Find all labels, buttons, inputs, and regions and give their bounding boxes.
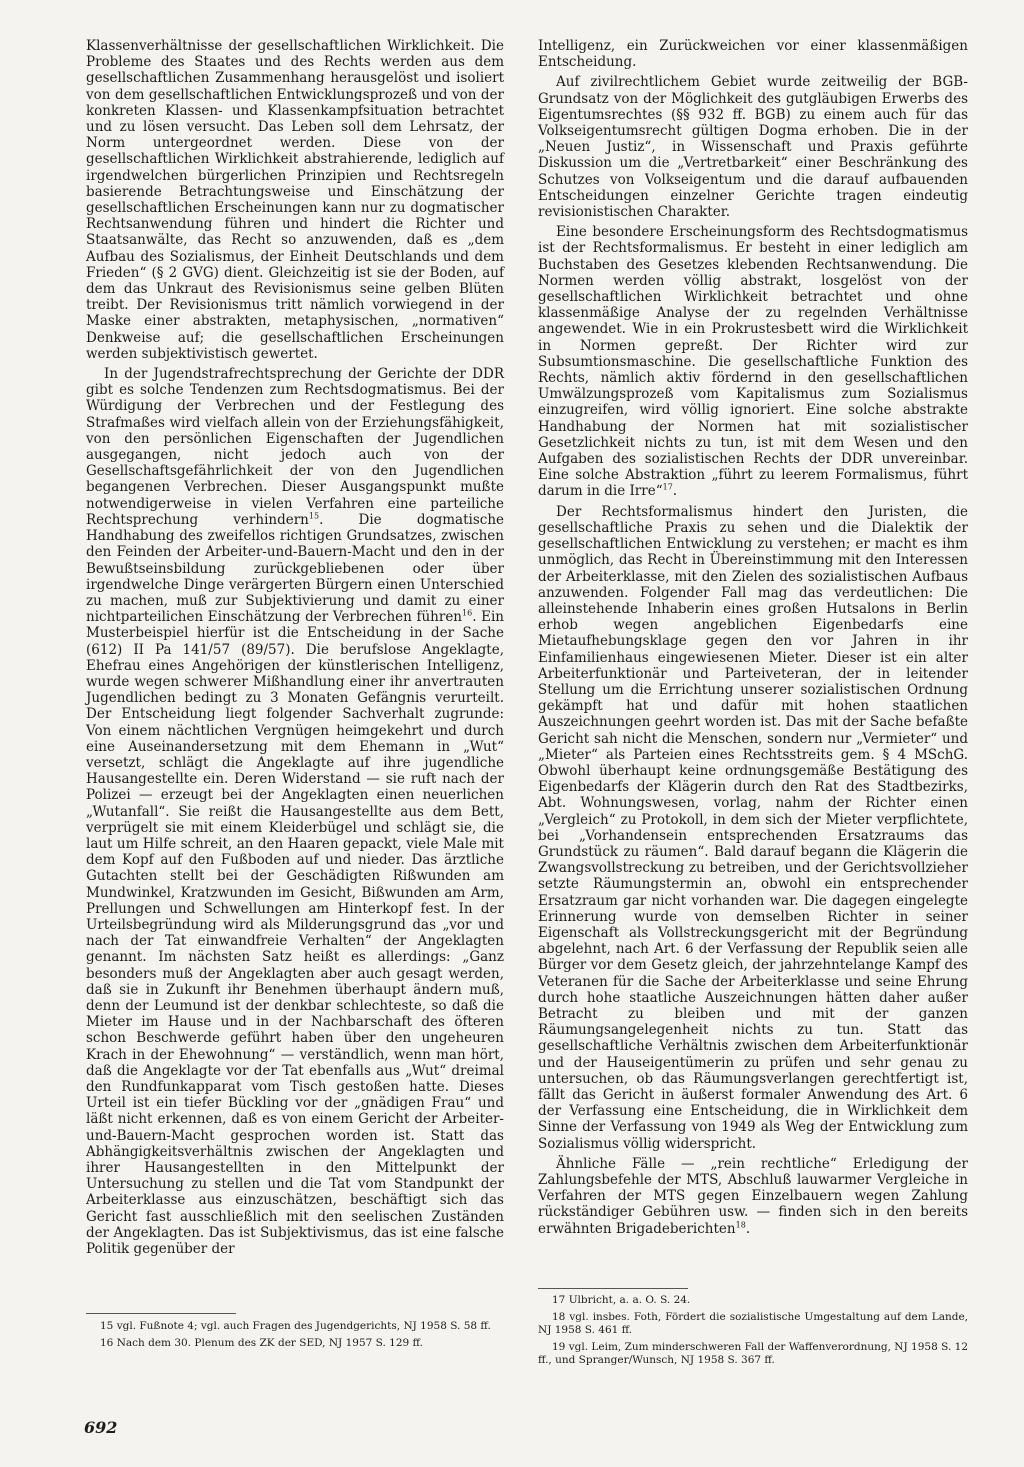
- paragraph: Der Rechtsformalismus hindert den Juristen, die gesellschaftliche Praxis zu sehen und die Dialektik der gesellschaftlichen Entwicklung zu verstehen; er macht es ihm unmöglich, das Recht in Übereinstimmung mit den Interessen der Arbeiterklasse, mit den Zielen des sozialistischen Aufbaus anzuwenden. Folgender Fall mag das verdeutlichen: Die alleinstehende Inhaberin eines großen Hutsalons in Berlin erhob wegen angeblichen Eigenbedarfs eine Mietaufhebungsklage gegen den vor Jahren in ihr Einfamilienhaus eingewiesenen Mieter. Dieser ist ein alter Arbeiterfunktionär und Parteiveteran, der in leitender Stellung um die Errichtung unserer sozialistischen Ordnung gekämpft hat und dafür mit hohen staatlichen Auszeichnungen geehrt worden ist. Das mit der Sache befaßte Gericht sah nicht die Menschen, sondern nur „Vermieter“ und „Mieter“ als Parteien eines Rechtsstreits gem. § 4 MSchG. Obwohl überhaupt keine ordnungsgemäße Bestätigung des Eigenbedarfs der Klägerin durch den Rat des Stadtbezirks, Abt. Wohnungswesen, vorlag, nahm der Richter einen „Vergleich“ zu Protokoll, in dem sich der Mieter verpflichtete, bei „Vorhandensein entsprechenden Ersatzraums das Grundstück zu räumen“. Bald darauf begann die Klägerin die Zwangsvollstreckung zu betreiben, und der Gerichtsvollzieher setzte Räumungstermin an, obwohl ein entsprechender Ersatzraum gar nicht vorhanden war. Die dagegen eingelegte Erinnerung wurde von demselben Richter in seiner Eigenschaft als Vollstreckungsgericht mit der Begründung abgelehnt, nach Art. 6 der Verfassung der Republik seien alle Bürger vor dem Gesetz gleich, der jahrzehntelange Kampf des Veteranen für die Sache der Arbeiterklasse und seine Ehrung durch hohe staatliche Auszeichnungen hätten daher außer Betracht zu bleiben und mit der ganzen Räumungsangelegenheit nichts zu tun. Statt das gesellschaftliche Verhältnis zwischen dem Arbeiterfunktionär und der Hauseigentümerin zu prüfen und sehr genau zu untersuchen, ob das Räumungsverlangen gerechtfertigt ist, fällt das Gericht in äußerst formaler Anwendung des Art. 6 der Verfassung eine Entscheidung, die in Wirklichkeit dem Sinne der Verfassung von 1949 als Weg der Entwicklung zum Sozialismus völlig widerspricht.: [538, 503, 968, 1152]
- footnote-divider-left: [86, 1313, 236, 1314]
- footnote-ref: 18: [735, 1220, 746, 1230]
- paragraph-text: .: [672, 483, 678, 500]
- footnote: 16 Nach dem 30. Plenum des ZK der SED, NJ 1957 S. 129 ff.: [100, 1336, 423, 1349]
- footnote-ref: 16: [462, 608, 473, 618]
- paragraph: Auf zivilrechtlichem Gebiet wurde zeitweilig der BGB-Grundsatz von der Möglichkeit des gutgläubigen Erwerbs des Eigentumsrechtes (§§ 932 ff. BGB) zu einem auch für das Volkseigentumsrecht gültigen Dogma erhoben. Die in der „Neuen Justiz“, in Wissenschaft und Praxis geführte Diskussion um die „Vertretbarkeit“ einer Beschränkung des Schutzes von Volkseigentum und die darauf aufbauenden Entscheidungen einzelner Gerichte tragen eindeutig revisionistischen Charakter.: [538, 74, 968, 221]
- footnote-divider-right: [538, 1288, 688, 1289]
- paragraph-text: . Ein Musterbeispiel hierfür ist die Entscheidung in der Sache (612) II Pa 141/57 (89/57). Die berufslose Angeklagte, Ehefrau eines Angehörigen der künstlerischen Intelligenz, wurde wegen schwerer Mißhandlung einer ihr anvertrauten Jugendlichen bedingt zu 3 Monaten Gefängnis verurteilt. Der Entscheidung liegt folgender Sachverhalt zugrunde: Von einem nächtlichen Vergnügen heimgekehrt und durch eine Auseinandersetzung mit dem Ehemann in „Wut“ versetzt, schlägt die Angeklagte auf ihre jugendliche Hausangestellte ein. Deren Widerstand — sie ruft nach der Polizei — erzeugt bei der Angeklagten einen neuerlichen „Wutanfall“. Sie reißt die Hausangestellte aus dem Bett, verprügelt sie mit einem Kleiderbügel und schlägt sie, die laut um Hilfe schreit, an den Haaren gepackt, viele Male mit dem Kopf auf den Fußboden auf und nieder. Das ärztliche Gutachten stellt bei der Geschädigten Rißwunden am Mundwinkel, Kratzwunden im Gesicht, Bißwunden am Arm, Prellungen und Schwellungen am Hinterkopf fest. In der Urteilsbegründung wird als Milderungsgrund das „vor und nach der Tat einwandfreie Verhalten“ der Angeklagten genannt. Im nächsten Satz heißt es allerdings: „Ganz besonders muß der Angeklagten aber auch gesagt werden, daß sie in Zukunft ihr Benehmen überhaupt ändern muß, denn der Leumund ist der denkbar schlechteste, so daß die Mieter im Hause und in der Nachbarschaft des öfteren schon Beschwerde geführt haben über den ungeheuren Krach in der Ehewohnung“ — verständlich, wenn man hört, daß die Angeklagte vor der Tat ebenfalls aus „Wut“ dreimal den Rundfunkapparat vom Tisch gestoßen hatte. Dieses Urteil ist ein tiefer Bückling vor der „gnädigen Frau“ und läßt nicht erkennen, daß es von einem Gericht der Arbeiter-und-Bauern-Macht gesprochen worden ist. Statt das Abhängigkeitsverhältnis zwischen der Angeklagten und ihrer Hausangestellten in den Mittelpunkt der Untersuchung zu stellen und die Tat vom Standpunkt der Arbeiterklasse aus einzuschätzen, beschäftigt sich das Gericht fast ausschließlich mit den seelischen Zuständen der Angeklagten. Das ist Subjektivismus, das ist eine falsche Politik gegenüber der: [86, 609, 504, 1258]
- paragraph-text: .: [745, 1220, 751, 1237]
- footnote-ref: 15: [308, 511, 320, 521]
- footnote: 17 Ulbricht, a. a. O. S. 24.: [552, 1294, 691, 1306]
- paragraph: [86, 366, 504, 1257]
- right-text-column: [538, 38, 968, 1241]
- paragraph: [538, 224, 968, 499]
- footnote: 19 vgl. Leim, Zum minderschweren Fall der Waffenverordnung, NJ 1958 S. 12 ff., und Spranger/Wunsch, NJ 1958 S. 367 ff.: [538, 1340, 968, 1366]
- footnote: 15 vgl. Fußnote 4; vgl. auch Fragen des Jugendgerichts, NJ 1958 S. 58 ff.: [100, 1320, 491, 1332]
- footnotes-right: [538, 1294, 968, 1371]
- left-text-column: [86, 38, 504, 1261]
- paragraph-text: In der Jugendstrafrechtsprechung der Gerichte der DDR gibt es solche Tendenzen zum Rechtsdogmatismus. Bei der Würdigung der Verbrechen und der Festlegung des Strafmaßes wird vielfach allein von der Erziehungsfähigkeit, von den persönlichen Eigenschaften der Jugendlichen ausgegangen, nicht jedoch auch von der Gesellschaftsgefährlichkeit der von den Jugendlichen begangenen Verbrechen. Dieser Ausgangspunkt mußte notwendigerweise in vielen Verfahren eine parteiliche Rechtsprechung verhindern: [86, 366, 504, 528]
- paragraph-text: . Die dogmatische Handhabung des zweifellos richtigen Grundsatzes, zwischen den Feinden der Arbeiter-und-Bauern-Macht und den in der Bewußtseinsbildung zurückgebliebenen oder über irgendwelche Dinge verärgerten Bürgern einen Unterschied zu machen, muß zur Subjektivierung und damit zu einer nichtparteilichen Einschätzung der Verbrechen führen: [86, 511, 505, 626]
- paragraph: Intelligenz, ein Zurückweichen vor einer klassenmäßigen Entscheidung.: [538, 38, 968, 71]
- paragraph: Klassenverhältnisse der gesellschaftlichen Wirklichkeit. Die Probleme des Staates und des Rechts werden aus dem gesellschaftlichen Zusammenhang herausgelöst und isoliert von dem gesellschaftlichen Entwicklungsprozeß und von der konkreten Klassen- und Klassenkampfsituation betrachtet und zu lösen versucht. Das Leben soll dem Lehrsatz, der Norm untergeordnet werden. Diese von der gesellschaftlichen Wirklichkeit abstrahierende, lediglich auf irgendwelchen bürgerlichen Prinzipien und Rechtsregeln basierende Betrachtungsweise und Einschätzung der gesellschaftlichen Erscheinungen kann nur zu dogmatischer Rechtsanwendung führen und hindert die Richter und Staatsanwälte, das Recht so anzuwenden, daß es „dem Aufbau des Sozialismus, der Einheit Deutschlands und dem Frieden“ (§ 2 GVG) dient. Gleichzeitig ist sie der Boden, auf dem das Unkraut des Revisionismus seine gelben Blüten treibt. Der Revisionismus tritt nämlich vorwiegend in der Maske einer abstrakten, metaphysischen, „normativen“ Denkweise auf; die gesellschaftlichen Erscheinungen werden subjektivistisch gewertet.: [86, 38, 504, 362]
- footnote-ref: 17: [662, 482, 673, 492]
- footnote: 18 vgl. insbes. Foth, Fördert die sozialistische Umgestaltung auf dem Lande, NJ 1958 S. 461 ff.: [538, 1310, 968, 1336]
- paragraph-text: Ähnliche Fälle — „rein rechtliche“ Erledigung der Zahlungsbefehle der MTS, Abschluß lauwarmer Vergleiche in Verfahren der MTS gegen Einzelbauern wegen Zahlung rückständiger Gebühren usw. — finden sich in den bereits erwähnten Brigadeberichten: [538, 1155, 968, 1237]
- paragraph: [538, 1156, 968, 1237]
- page-number: 692: [84, 1418, 118, 1437]
- paragraph-text: Eine besondere Erscheinungsform des Rechtsdogmatismus ist der Rechtsformalismus. Er besteht in einer lediglich am Buchstaben des Gesetzes klebenden Rechtsanwendung. Die Normen werden völlig abstrakt, losgelöst von der gesellschaftlichen Wirklichkeit betrachtet und ohne klassenmäßige Analyse der zu regelnden Verhältnisse angewendet. Wie in ein Prokrustesbett wird die Wirklichkeit in Normen gepreßt. Der Richter wird zur Subsumtionsmaschine. Die gesellschaftliche Funktion des Rechts, nämlich aktiv fördernd in den gesellschaftlichen Umwälzungsprozeß vom Kapitalismus zum Sozialismus einzugreifen, wird völlig ignoriert. Eine solche abstrakte Handhabung der Normen hat mit sozialistischer Gesetzlichkeit nichts zu tun, ist mit dem Wesen und den Aufgaben des sozialistischen Rechts der DDR unvereinbar. Eine solche Abstraktion „führt zu leerem Formalismus, führt darum in die Irre“: [538, 224, 968, 500]
- footnotes-left: [86, 1320, 506, 1353]
